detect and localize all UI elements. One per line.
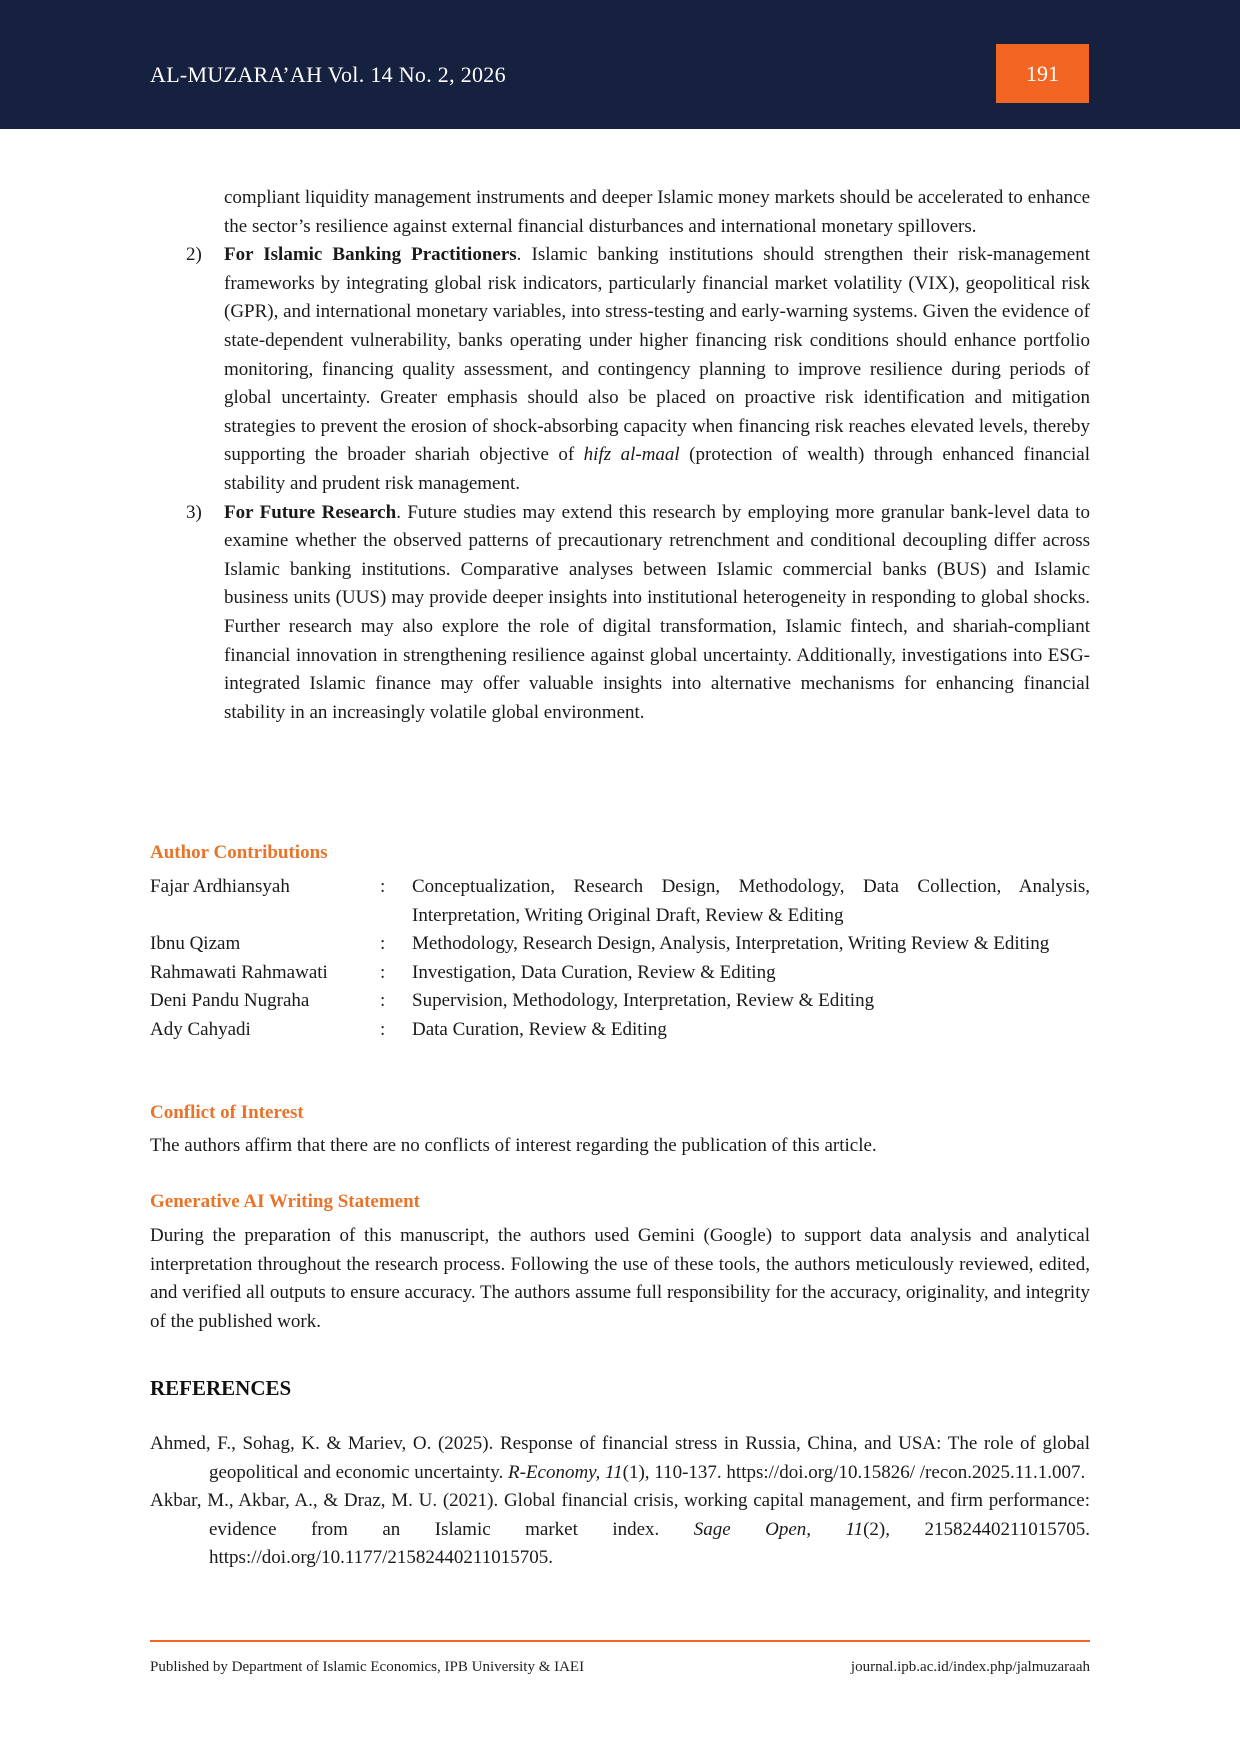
recommendation-item-3 [186, 499, 1090, 728]
list-number: 3) [186, 501, 202, 523]
author-roles: Supervision, Methodology, Interpretation, Review & Editing [412, 990, 875, 1012]
author-name: Rahmawati Rahmawati [150, 961, 328, 983]
contribution-row [150, 873, 1090, 930]
reference-text-end: (2), 21582440211015705. https://doi.org/10.1177/21582440211015705. [209, 1518, 1090, 1569]
recommendation-lead: For Islamic Banking Practitioners [224, 244, 517, 266]
contribution-row [150, 987, 1090, 1016]
reference-text: Ahmed, F., Sohag, K. & Mariev, O. (2025). Response of financial stress in Russia, China, and USA: The role of global geopolitical and economic uncertainty. [150, 1433, 1090, 1483]
list-number: 2) [186, 244, 202, 266]
reference-text-end: (1), 110-137. https://doi.org/10.15826/ /recon.2025.11.1.007. [622, 1461, 1086, 1483]
contribution-row [150, 930, 1090, 959]
recommendations-list [186, 184, 1090, 727]
reference-entry [150, 1487, 1090, 1573]
recommendation-lead: For Future Research [224, 501, 397, 523]
footer-publisher: Published by Department of Islamic Economics, IPB University & IAEI [150, 1659, 585, 1675]
author-roles: Conceptualization, Research Design, Methodology, Data Collection, Analysis, Interpretation, Writing Original Draft, Review & Editing [412, 876, 1090, 926]
author-roles: Investigation, Data Curation, Review & Editing [412, 961, 776, 983]
separator-colon: : [380, 933, 386, 955]
author-roles: Methodology, Research Design, Analysis, Interpretation, Writing Review & Editing [412, 933, 1050, 955]
author-name: Ady Cahyadi [150, 1018, 251, 1040]
author-name: Deni Pandu Nugraha [150, 990, 310, 1012]
author-name: Fajar Ardhiansyah [150, 876, 290, 897]
reference-journal: R-Economy, 11 [507, 1461, 623, 1483]
separator-colon: : [380, 961, 386, 983]
author-name: Ibnu Qizam [150, 933, 241, 955]
conflict-of-interest-heading: Conflict of Interest [150, 1102, 304, 1123]
footer-divider [150, 1640, 1090, 1642]
references-heading: REFERENCES [150, 1376, 292, 1400]
recommendation-continuation: compliant liquidity management instruments and deeper Islamic money markets should be accelerated to enhance the sector’s resilience against external financial disturbances and international monetary spillovers. [224, 187, 1090, 237]
recommendation-text: . Islamic banking institutions should strengthen their risk-management frameworks by integrating global risk indicators, particularly financial market volatility (VIX), geopolitical risk (GPR), and international monetary variables, into stress-testing and early-warning systems. Given the evidence of state-dependent vulnerability, banks operating under higher financing risk conditions should enhance portfolio monitoring, financing quality assessment, and contingency planning to improve resilience during periods of global uncertainty. Greater emphasis should also be placed on proactive risk identification and mitigation strategies to prevent the erosion of shock-absorbing capacity when financing risk reaches elevated levels, thereby supporting the broader shariah objective of [224, 244, 1090, 466]
reference-journal: Sage Open, 11 [693, 1518, 864, 1540]
author-contributions-table [150, 873, 1090, 1045]
separator-colon: : [380, 1018, 386, 1040]
separator-colon: : [380, 990, 386, 1012]
contribution-row [150, 1016, 1090, 1045]
genai-statement-text: During the preparation of this manuscript, the authors used Gemini (Google) to support data analysis and analytical interpretation throughout the research process. Following the use of these tools, the authors meticulously reviewed, edited, and verified all outputs to ensure accuracy. The authors assume full responsibility for the accuracy, originality, and integrity of the published work. [150, 1225, 1090, 1332]
contribution-row [150, 959, 1090, 988]
recommendation-text-end: (protection of wealth) through enhanced financial stability and prudent risk management. [224, 444, 1090, 494]
footer-journal-url[interactable]: journal.ipb.ac.id/index.php/jalmuzaraah [850, 1659, 1090, 1675]
recommendation-item-2 [186, 241, 1090, 498]
author-roles: Data Curation, Review & Editing [412, 1018, 667, 1040]
separator-colon: : [380, 876, 386, 897]
recommendation-italic-term: hifz al-maal [583, 444, 680, 466]
page-number-badge: 191 [996, 44, 1089, 103]
genai-statement-heading: Generative AI Writing Statement [150, 1191, 421, 1212]
reference-text: Akbar, M., Akbar, A., & Draz, M. U. (2021). Global financial crisis, working capital management, and firm performance: evidence from an Islamic market index. [150, 1490, 1090, 1540]
journal-header-banner [0, 0, 1240, 129]
references-list [150, 1430, 1090, 1573]
conflict-of-interest-text: The authors affirm that there are no conflicts of interest regarding the publication of this article. [150, 1135, 877, 1156]
reference-entry [150, 1430, 1090, 1487]
recommendation-text: . Future studies may extend this research by employing more granular bank-level data to examine whether the observed patterns of precautionary retrenchment and conditional decoupling differ across Islamic banking institutions. Comparative analyses between Islamic commercial banks (BUS) and Islamic business units (UUS) may provide deeper insights into institutional heterogeneity in responding to global shocks. Further research may also explore the role of digital transformation, Islamic fintech, and shariah-compliant financial innovation in strengthening resilience against global uncertainty. Additionally, investigations into ESG-integrated Islamic finance may offer valuable insights into alternative mechanisms for enhancing financial stability in an increasingly volatile global environment. [224, 501, 1090, 723]
journal-title: AL-MUZARA’AH Vol. 14 No. 2, 2026 [150, 62, 506, 87]
author-contributions-heading: Author Contributions [150, 842, 328, 863]
